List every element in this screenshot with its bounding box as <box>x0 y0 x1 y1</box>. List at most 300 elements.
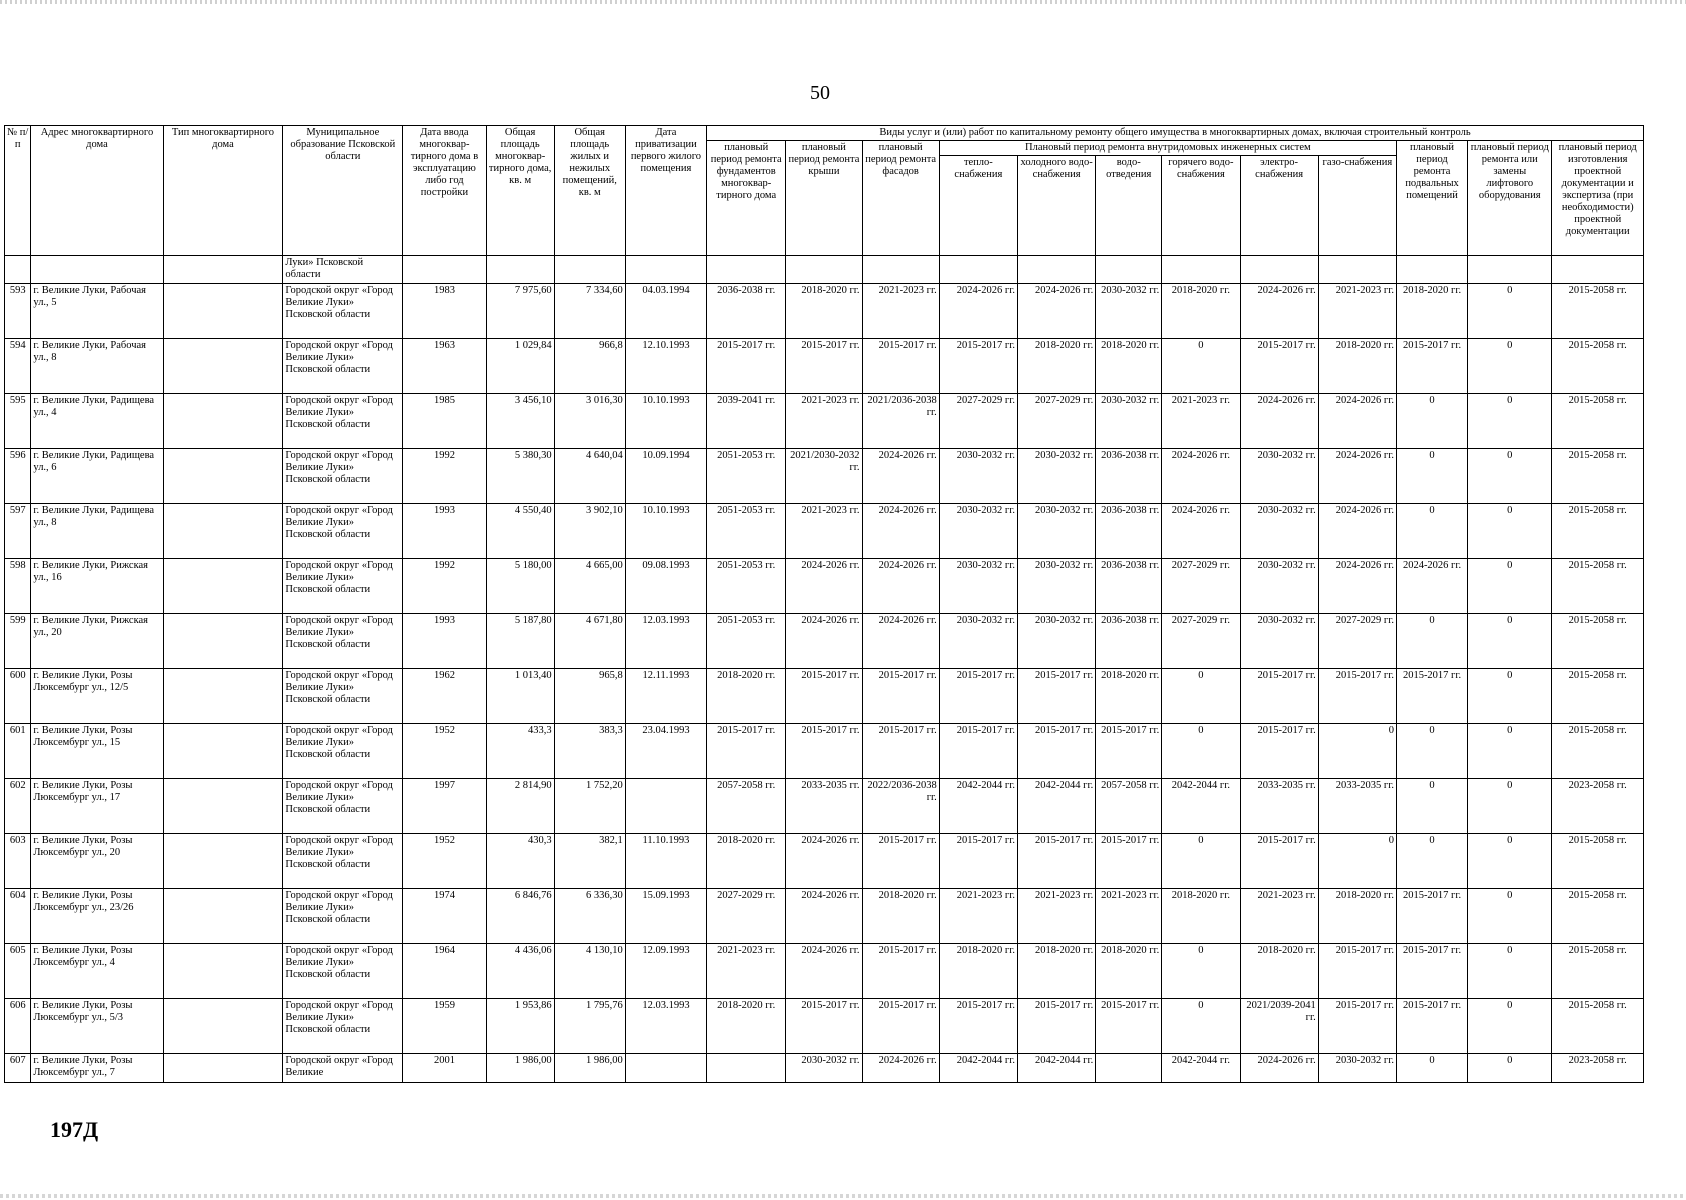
basement-period-cell: 2015-2017 гг. <box>1396 669 1467 724</box>
privatization-date-cell: 12.03.1993 <box>625 999 706 1054</box>
electricity-period-cell: 2024-2026 гг. <box>1240 1054 1318 1083</box>
living-area-cell: 966,8 <box>554 339 625 394</box>
basement-period-cell: 0 <box>1396 449 1467 504</box>
heat-period-cell: 2015-2017 гг. <box>939 999 1017 1054</box>
privatization-date-cell: 10.10.1993 <box>625 504 706 559</box>
project-docs-period-cell: 2023-2058 гг. <box>1552 779 1644 834</box>
living-area-cell: 4 665,00 <box>554 559 625 614</box>
project-docs-period-cell: 2015-2058 гг. <box>1552 339 1644 394</box>
hot-water-period-cell: 2021-2023 гг. <box>1162 394 1240 449</box>
elevator-period-cell: 0 <box>1468 834 1552 889</box>
hot-water-period-cell: 0 <box>1162 669 1240 724</box>
header-electricity: электро-снабжения <box>1240 156 1318 256</box>
scan-edge-bottom <box>0 1194 1686 1198</box>
commission-year-cell: 1952 <box>403 834 486 889</box>
house-type-cell <box>163 394 283 449</box>
facade-period-cell: 2018-2020 гг. <box>862 889 939 944</box>
municipality-cell: Городской округ «Город Великие Луки» Псковской области <box>283 559 403 614</box>
living-area-cell: 4 130,10 <box>554 944 625 999</box>
foundation-period-cell: 2018-2020 гг. <box>707 669 786 724</box>
privatization-date-cell: 15.09.1993 <box>625 889 706 944</box>
cold-water-period-cell: 2018-2020 гг. <box>1017 944 1095 999</box>
project-docs-period-cell: 2015-2058 гг. <box>1552 944 1644 999</box>
project-docs-period-cell: 2015-2058 гг. <box>1552 724 1644 779</box>
facade-period-cell: 2015-2017 гг. <box>862 339 939 394</box>
municipality-cell: Городской округ «Город Великие Луки» Псковской области <box>283 889 403 944</box>
table-row <box>5 944 1644 999</box>
facade-period-cell: 2015-2017 гг. <box>862 834 939 889</box>
electricity-period-cell: 2030-2032 гг. <box>1240 614 1318 669</box>
heat-period-cell: 2021-2023 гг. <box>939 889 1017 944</box>
sewer-period-cell: 2036-2038 гг. <box>1096 449 1162 504</box>
roof-period-cell: 2015-2017 гг. <box>786 724 862 779</box>
header-heat: тепло-снабжения <box>939 156 1017 256</box>
gas-period-cell: 2033-2035 гг. <box>1318 779 1396 834</box>
header-cold-water: холодного водо-снабжения <box>1017 156 1095 256</box>
table-row <box>5 284 1644 339</box>
address-cell: г. Великие Луки, Рижская ул., 16 <box>31 559 163 614</box>
header-works-group: Виды услуг и (или) работ по капитальному ремонту общего имущества в многоквартирных домах, включая строительный контроль <box>707 126 1644 141</box>
municipality-cell: Городской округ «Город Великие Луки» Псковской области <box>283 394 403 449</box>
sewer-period-cell <box>1096 1054 1162 1083</box>
row-number-cell: 595 <box>5 394 31 449</box>
address-cell: г. Великие Луки, Розы Люксембург ул., 17 <box>31 779 163 834</box>
elevator-period-cell: 0 <box>1468 779 1552 834</box>
roof-period-cell: 2015-2017 гг. <box>786 669 862 724</box>
gas-period-cell: 2030-2032 гг. <box>1318 1054 1396 1083</box>
heat-period-cell: 2027-2029 гг. <box>939 394 1017 449</box>
commission-year-cell: 1997 <box>403 779 486 834</box>
project-docs-period-cell: 2015-2058 гг. <box>1552 669 1644 724</box>
scan-edge-top <box>0 0 1686 4</box>
living-area-cell: 1 795,76 <box>554 999 625 1054</box>
roof-period-cell: 2030-2032 гг. <box>786 1054 862 1083</box>
electricity-period-cell: 2030-2032 гг. <box>1240 449 1318 504</box>
sewer-period-cell: 2015-2017 гг. <box>1096 724 1162 779</box>
municipality-cell: Городской округ «Город Великие Луки» Псковской области <box>283 284 403 339</box>
living-area-cell: 382,1 <box>554 834 625 889</box>
roof-period-cell: 2015-2017 гг. <box>786 999 862 1054</box>
total-area-cell: 6 846,76 <box>486 889 554 944</box>
elevator-period-cell: 0 <box>1468 724 1552 779</box>
header-hot-water: горячего водо-снабжения <box>1162 156 1240 256</box>
row-number-cell: 600 <box>5 669 31 724</box>
facade-period-cell: 2021-2023 гг. <box>862 284 939 339</box>
cold-water-period-cell: 2015-2017 гг. <box>1017 669 1095 724</box>
table-row <box>5 669 1644 724</box>
electricity-period-cell: 2015-2017 гг. <box>1240 724 1318 779</box>
facade-period-cell: 2024-2026 гг. <box>862 1054 939 1083</box>
address-cell: г. Великие Луки, Розы Люксембург ул., 23/26 <box>31 889 163 944</box>
privatization-date-cell: 09.08.1993 <box>625 559 706 614</box>
roof-period-cell: 2021-2023 гг. <box>786 394 862 449</box>
basement-period-cell: 0 <box>1396 834 1467 889</box>
page-number: 50 <box>810 82 830 104</box>
commission-year-cell: 1993 <box>403 614 486 669</box>
electricity-period-cell: 2015-2017 гг. <box>1240 834 1318 889</box>
municipality-cell: Городской округ «Город Великие Луки» Псковской области <box>283 504 403 559</box>
living-area-cell: 383,3 <box>554 724 625 779</box>
commission-year-cell: 1962 <box>403 669 486 724</box>
heat-period-cell: 2030-2032 гг. <box>939 504 1017 559</box>
commission-year-cell: 1992 <box>403 449 486 504</box>
municipality-cell: Городской округ «Город Великие Луки» Псковской области <box>283 944 403 999</box>
address-cell: г. Великие Луки, Розы Люксембург ул., 7 <box>31 1054 163 1083</box>
address-cell: г. Великие Луки, Радищева ул., 8 <box>31 504 163 559</box>
municipality-cell: Городской округ «Город Великие Луки» Псковской области <box>283 339 403 394</box>
privatization-date-cell: 11.10.1993 <box>625 834 706 889</box>
foundation-period-cell: 2021-2023 гг. <box>707 944 786 999</box>
foundation-period-cell <box>707 1054 786 1083</box>
cold-water-period-cell: 2042-2044 гг. <box>1017 779 1095 834</box>
document-code: 197Д <box>50 1117 99 1142</box>
total-area-cell: 4 550,40 <box>486 504 554 559</box>
address-cell: г. Великие Луки, Рижская ул., 20 <box>31 614 163 669</box>
table-row <box>5 339 1644 394</box>
table-row <box>5 999 1644 1054</box>
table-row <box>5 834 1644 889</box>
hot-water-period-cell: 2027-2029 гг. <box>1162 614 1240 669</box>
electricity-period-cell: 2030-2032 гг. <box>1240 559 1318 614</box>
municipality-cell: Городской округ «Город Великие Луки» Псковской области <box>283 614 403 669</box>
electricity-period-cell: 2024-2026 гг. <box>1240 284 1318 339</box>
sewer-period-cell: 2018-2020 гг. <box>1096 339 1162 394</box>
foundation-period-cell: 2051-2053 гг. <box>707 449 786 504</box>
header-sewer: водо-отведения <box>1096 156 1162 256</box>
cold-water-period-cell: 2030-2032 гг. <box>1017 614 1095 669</box>
commission-year-cell: 1964 <box>403 944 486 999</box>
elevator-period-cell: 0 <box>1468 394 1552 449</box>
table-row <box>5 779 1644 834</box>
row-number-cell: 607 <box>5 1054 31 1083</box>
sewer-period-cell: 2036-2038 гг. <box>1096 504 1162 559</box>
roof-period-cell: 2018-2020 гг. <box>786 284 862 339</box>
privatization-date-cell: 10.09.1994 <box>625 449 706 504</box>
living-area-cell: 6 336,30 <box>554 889 625 944</box>
heat-period-cell: 2015-2017 гг. <box>939 339 1017 394</box>
roof-period-cell: 2024-2026 гг. <box>786 559 862 614</box>
living-area-cell: 4 640,04 <box>554 449 625 504</box>
basement-period-cell: 0 <box>1396 1054 1467 1083</box>
cold-water-period-cell: 2042-2044 гг. <box>1017 1054 1095 1083</box>
roof-period-cell: 2024-2026 гг. <box>786 614 862 669</box>
header-living-area: Общая площадь жилых и нежилых помещений, кв. м <box>554 126 625 256</box>
house-type-cell <box>163 779 283 834</box>
address-cell: г. Великие Луки, Розы Люксембург ул., 4 <box>31 944 163 999</box>
gas-period-cell: 2024-2026 гг. <box>1318 559 1396 614</box>
privatization-date-cell: 12.10.1993 <box>625 339 706 394</box>
foundation-period-cell: 2015-2017 гг. <box>707 339 786 394</box>
table-row <box>5 1054 1644 1083</box>
cold-water-period-cell: 2018-2020 гг. <box>1017 339 1095 394</box>
project-docs-period-cell: 2015-2058 гг. <box>1552 889 1644 944</box>
row-number-cell: 597 <box>5 504 31 559</box>
privatization-date-cell: 04.03.1994 <box>625 284 706 339</box>
municipality-cell: Городской округ «Город Великие Луки» Псковской области <box>283 724 403 779</box>
row-number-cell: 601 <box>5 724 31 779</box>
basement-period-cell: 0 <box>1396 779 1467 834</box>
heat-period-cell: 2015-2017 гг. <box>939 834 1017 889</box>
total-area-cell: 4 436,06 <box>486 944 554 999</box>
project-docs-period-cell: 2015-2058 гг. <box>1552 559 1644 614</box>
table-body <box>5 256 1644 1083</box>
header-type: Тип многоквартирного дома <box>163 126 283 256</box>
roof-period-cell: 2015-2017 гг. <box>786 339 862 394</box>
total-area-cell: 430,3 <box>486 834 554 889</box>
sewer-period-cell: 2036-2038 гг. <box>1096 559 1162 614</box>
privatization-date-cell: 23.04.1993 <box>625 724 706 779</box>
table-row <box>5 559 1644 614</box>
electricity-period-cell: 2033-2035 гг. <box>1240 779 1318 834</box>
municipality-cell: Городской округ «Город Великие Луки» Псковской области <box>283 449 403 504</box>
facade-period-cell: 2015-2017 гг. <box>862 724 939 779</box>
hot-water-period-cell: 2042-2044 гг. <box>1162 1054 1240 1083</box>
heat-period-cell: 2030-2032 гг. <box>939 559 1017 614</box>
facade-period-cell: 2024-2026 гг. <box>862 449 939 504</box>
house-type-cell <box>163 999 283 1054</box>
living-area-cell: 3 902,10 <box>554 504 625 559</box>
facade-period-cell: 2021/2036-2038 гг. <box>862 394 939 449</box>
total-area-cell: 5 380,30 <box>486 449 554 504</box>
address-cell: г. Великие Луки, Рабочая ул., 5 <box>31 284 163 339</box>
hot-water-period-cell: 2018-2020 гг. <box>1162 284 1240 339</box>
foundation-period-cell: 2018-2020 гг. <box>707 834 786 889</box>
row-number-cell: 599 <box>5 614 31 669</box>
roof-period-cell: 2024-2026 гг. <box>786 944 862 999</box>
header-commission-date: Дата ввода многоквар-тирного дома в эксплуатацию либо год постройки <box>403 126 486 256</box>
privatization-date-cell <box>625 779 706 834</box>
electricity-period-cell: 2021-2023 гг. <box>1240 889 1318 944</box>
hot-water-period-cell: 0 <box>1162 339 1240 394</box>
header-engineering-group: Плановый период ремонта внутридомовых инженерных систем <box>939 141 1396 156</box>
capital-repair-table <box>4 125 1644 1083</box>
project-docs-period-cell: 2015-2058 гг. <box>1552 999 1644 1054</box>
facade-period-cell: 2015-2017 гг. <box>862 944 939 999</box>
elevator-period-cell: 0 <box>1468 944 1552 999</box>
heat-period-cell: 2018-2020 гг. <box>939 944 1017 999</box>
elevator-period-cell: 0 <box>1468 614 1552 669</box>
commission-year-cell: 2001 <box>403 1054 486 1083</box>
header-privatization-date: Дата приватизации первого жилого помещения <box>625 126 706 256</box>
municipality-cell: Городской округ «Город Великие Луки» Псковской области <box>283 834 403 889</box>
living-area-cell: 4 671,80 <box>554 614 625 669</box>
house-type-cell <box>163 559 283 614</box>
basement-period-cell: 2015-2017 гг. <box>1396 944 1467 999</box>
total-area-cell: 5 180,00 <box>486 559 554 614</box>
sewer-period-cell: 2018-2020 гг. <box>1096 669 1162 724</box>
hot-water-period-cell: 0 <box>1162 724 1240 779</box>
heat-period-cell: 2015-2017 гг. <box>939 724 1017 779</box>
header-foundation: плановый период ремонта фундаментов многоквар-тирного дома <box>707 141 786 256</box>
row-number-cell: 593 <box>5 284 31 339</box>
address-cell: г. Великие Луки, Розы Люксембург ул., 12/5 <box>31 669 163 724</box>
gas-period-cell: 2024-2026 гг. <box>1318 504 1396 559</box>
elevator-period-cell: 0 <box>1468 1054 1552 1083</box>
elevator-period-cell: 0 <box>1468 559 1552 614</box>
table-row <box>5 504 1644 559</box>
header-municipality: Муниципальное образование Псковской области <box>283 126 403 256</box>
electricity-period-cell: 2018-2020 гг. <box>1240 944 1318 999</box>
continuation-municipality: Луки» Псковской области <box>283 256 403 284</box>
table-row <box>5 449 1644 504</box>
roof-period-cell: 2033-2035 гг. <box>786 779 862 834</box>
header-roof: плановый период ремонта крыши <box>786 141 862 256</box>
electricity-period-cell: 2030-2032 гг. <box>1240 504 1318 559</box>
address-cell: г. Великие Луки, Розы Люксембург ул., 15 <box>31 724 163 779</box>
basement-period-cell: 2015-2017 гг. <box>1396 339 1467 394</box>
foundation-period-cell: 2051-2053 гг. <box>707 504 786 559</box>
gas-period-cell: 2018-2020 гг. <box>1318 889 1396 944</box>
heat-period-cell: 2042-2044 гг. <box>939 779 1017 834</box>
address-cell: г. Великие Луки, Радищева ул., 4 <box>31 394 163 449</box>
elevator-period-cell: 0 <box>1468 889 1552 944</box>
facade-period-cell: 2024-2026 гг. <box>862 614 939 669</box>
cold-water-period-cell: 2015-2017 гг. <box>1017 724 1095 779</box>
gas-period-cell: 2024-2026 гг. <box>1318 394 1396 449</box>
electricity-period-cell: 2015-2017 гг. <box>1240 339 1318 394</box>
municipality-cell: Городской округ «Город Великие Луки» Псковской области <box>283 779 403 834</box>
table-row <box>5 394 1644 449</box>
total-area-cell: 433,3 <box>486 724 554 779</box>
foundation-period-cell: 2015-2017 гг. <box>707 724 786 779</box>
header-basement: плановый период ремонта подвальных помещений <box>1396 141 1467 256</box>
commission-year-cell: 1963 <box>403 339 486 394</box>
house-type-cell <box>163 504 283 559</box>
row-number-cell: 605 <box>5 944 31 999</box>
row-number-cell: 594 <box>5 339 31 394</box>
elevator-period-cell: 0 <box>1468 339 1552 394</box>
sewer-period-cell: 2015-2017 гг. <box>1096 834 1162 889</box>
basement-period-cell: 0 <box>1396 394 1467 449</box>
hot-water-period-cell: 2027-2029 гг. <box>1162 559 1240 614</box>
cold-water-period-cell: 2030-2032 гг. <box>1017 449 1095 504</box>
electricity-period-cell: 2021/2039-2041 гг. <box>1240 999 1318 1054</box>
cold-water-period-cell: 2021-2023 гг. <box>1017 889 1095 944</box>
basement-period-cell: 2018-2020 гг. <box>1396 284 1467 339</box>
privatization-date-cell: 10.10.1993 <box>625 394 706 449</box>
row-number-cell: 604 <box>5 889 31 944</box>
foundation-period-cell: 2057-2058 гг. <box>707 779 786 834</box>
total-area-cell: 1 013,40 <box>486 669 554 724</box>
total-area-cell: 1 029,84 <box>486 339 554 394</box>
basement-period-cell: 2015-2017 гг. <box>1396 999 1467 1054</box>
hot-water-period-cell: 2042-2044 гг. <box>1162 779 1240 834</box>
gas-period-cell: 2015-2017 гг. <box>1318 669 1396 724</box>
sewer-period-cell: 2057-2058 гг. <box>1096 779 1162 834</box>
facade-period-cell: 2022/2036-2038 гг. <box>862 779 939 834</box>
house-type-cell <box>163 614 283 669</box>
privatization-date-cell: 12.09.1993 <box>625 944 706 999</box>
municipality-cell: Городской округ «Город Великие Луки» Псковской области <box>283 669 403 724</box>
facade-period-cell: 2024-2026 гг. <box>862 504 939 559</box>
municipality-cell: Городской округ «Город Великие Луки» Псковской области <box>283 999 403 1054</box>
cold-water-period-cell: 2024-2026 гг. <box>1017 284 1095 339</box>
commission-year-cell: 1974 <box>403 889 486 944</box>
roof-period-cell: 2021-2023 гг. <box>786 504 862 559</box>
gas-period-cell: 2024-2026 гг. <box>1318 449 1396 504</box>
foundation-period-cell: 2036-2038 гг. <box>707 284 786 339</box>
privatization-date-cell: 12.11.1993 <box>625 669 706 724</box>
address-cell: г. Великие Луки, Розы Люксембург ул., 5/3 <box>31 999 163 1054</box>
total-area-cell: 1 986,00 <box>486 1054 554 1083</box>
living-area-cell: 1 752,20 <box>554 779 625 834</box>
house-type-cell <box>163 834 283 889</box>
roof-period-cell: 2021/2030-2032 гг. <box>786 449 862 504</box>
living-area-cell: 965,8 <box>554 669 625 724</box>
project-docs-period-cell: 2015-2058 гг. <box>1552 394 1644 449</box>
basement-period-cell: 0 <box>1396 504 1467 559</box>
gas-period-cell: 2018-2020 гг. <box>1318 339 1396 394</box>
header-gas: газо-снабжения <box>1318 156 1396 256</box>
commission-year-cell: 1959 <box>403 999 486 1054</box>
header-project-docs: плановый период изготовления проектной документации и экспертиза (при необходимости) проектной документации <box>1552 141 1644 256</box>
project-docs-period-cell: 2015-2058 гг. <box>1552 284 1644 339</box>
sewer-period-cell: 2030-2032 гг. <box>1096 284 1162 339</box>
continuation-row <box>5 256 1644 284</box>
basement-period-cell: 2015-2017 гг. <box>1396 889 1467 944</box>
hot-water-period-cell: 2024-2026 гг. <box>1162 504 1240 559</box>
gas-period-cell: 0 <box>1318 834 1396 889</box>
row-number-cell: 606 <box>5 999 31 1054</box>
total-area-cell: 2 814,90 <box>486 779 554 834</box>
elevator-period-cell: 0 <box>1468 284 1552 339</box>
heat-period-cell: 2024-2026 гг. <box>939 284 1017 339</box>
house-type-cell <box>163 339 283 394</box>
gas-period-cell: 2015-2017 гг. <box>1318 999 1396 1054</box>
row-number-cell: 603 <box>5 834 31 889</box>
foundation-period-cell: 2018-2020 гг. <box>707 999 786 1054</box>
basement-period-cell: 2024-2026 гг. <box>1396 559 1467 614</box>
heat-period-cell: 2030-2032 гг. <box>939 449 1017 504</box>
sewer-period-cell: 2030-2032 гг. <box>1096 394 1162 449</box>
header-elevator: плановый период ремонта или замены лифтового оборудования <box>1468 141 1552 256</box>
house-type-cell <box>163 1054 283 1083</box>
elevator-period-cell: 0 <box>1468 504 1552 559</box>
hot-water-period-cell: 0 <box>1162 944 1240 999</box>
cold-water-period-cell: 2015-2017 гг. <box>1017 834 1095 889</box>
elevator-period-cell: 0 <box>1468 669 1552 724</box>
sewer-period-cell: 2036-2038 гг. <box>1096 614 1162 669</box>
row-number-cell: 598 <box>5 559 31 614</box>
gas-period-cell: 2021-2023 гг. <box>1318 284 1396 339</box>
cold-water-period-cell: 2027-2029 гг. <box>1017 394 1095 449</box>
commission-year-cell: 1983 <box>403 284 486 339</box>
address-cell: г. Великие Луки, Розы Люксембург ул., 20 <box>31 834 163 889</box>
sewer-period-cell: 2018-2020 гг. <box>1096 944 1162 999</box>
total-area-cell: 7 975,60 <box>486 284 554 339</box>
electricity-period-cell: 2015-2017 гг. <box>1240 669 1318 724</box>
project-docs-period-cell: 2015-2058 гг. <box>1552 449 1644 504</box>
table-row <box>5 614 1644 669</box>
table-row <box>5 889 1644 944</box>
project-docs-period-cell: 2023-2058 гг. <box>1552 1054 1644 1083</box>
sewer-period-cell: 2021-2023 гг. <box>1096 889 1162 944</box>
gas-period-cell: 0 <box>1318 724 1396 779</box>
commission-year-cell: 1985 <box>403 394 486 449</box>
gas-period-cell: 2015-2017 гг. <box>1318 944 1396 999</box>
foundation-period-cell: 2027-2029 гг. <box>707 889 786 944</box>
heat-period-cell: 2015-2017 гг. <box>939 669 1017 724</box>
project-docs-period-cell: 2015-2058 гг. <box>1552 614 1644 669</box>
foundation-period-cell: 2051-2053 гг. <box>707 559 786 614</box>
header-num: № п/п <box>5 126 31 256</box>
gas-period-cell: 2027-2029 гг. <box>1318 614 1396 669</box>
total-area-cell: 5 187,80 <box>486 614 554 669</box>
living-area-cell: 1 986,00 <box>554 1054 625 1083</box>
house-type-cell <box>163 284 283 339</box>
hot-water-period-cell: 0 <box>1162 999 1240 1054</box>
basement-period-cell: 0 <box>1396 724 1467 779</box>
